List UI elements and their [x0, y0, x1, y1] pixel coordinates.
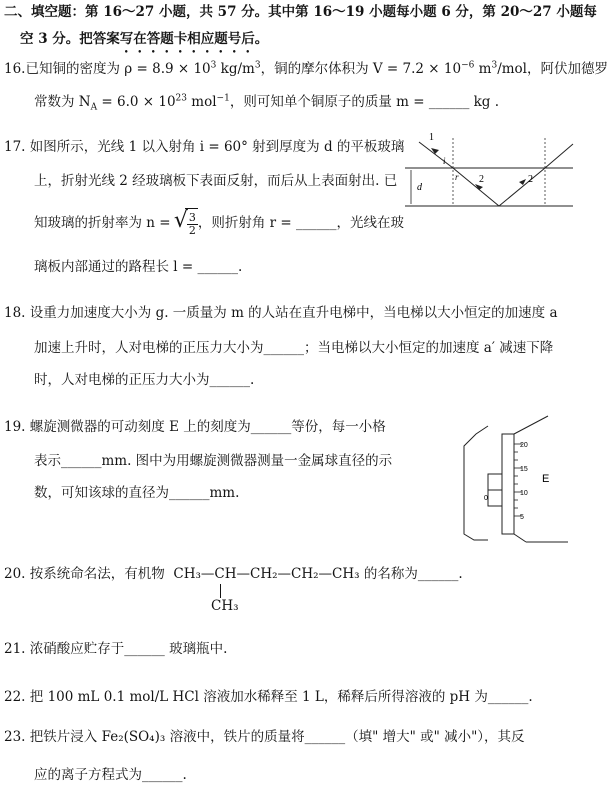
q21-text: 浓硝酸应贮存于______ 玻璃瓶中.: [29, 641, 228, 657]
q16-text: /mol，阿伏加德罗: [497, 61, 608, 77]
thimble-label-15: 15: [520, 466, 528, 473]
micrometer-thimble: [502, 434, 514, 534]
q16-sup: 23: [175, 93, 187, 104]
q18-line2: [34, 339, 553, 357]
q17-glass-plate-diagram: [405, 130, 575, 220]
q19-line3: [34, 484, 239, 502]
q17-text: ，则折射角 r = ______，光线在玻: [197, 215, 405, 231]
q19-text: 数，可知该球的直径为______mm.: [34, 485, 240, 501]
thimble-label-5: 5: [520, 514, 524, 521]
section-title: 二、填空题: [4, 4, 72, 20]
q17-numerator: √ 3: [188, 211, 196, 224]
thimble-ticks: [514, 444, 522, 516]
q23-line1: [4, 728, 525, 746]
section-intro-e: 。: [254, 31, 269, 47]
q17-fraction: [187, 212, 198, 237]
thimble-label-10: 10: [520, 490, 528, 497]
q16-text: ，则可知单个铜原子的质量 m = ______ kg .: [229, 94, 500, 110]
q18-line1: [4, 304, 558, 322]
r-label: r: [455, 172, 459, 182]
q16-sup: −1: [216, 93, 230, 104]
q19-line1: [4, 418, 386, 436]
q19-text: 螺旋测微器的可动刻度 E 上的刻度为______等份，每一小格: [29, 419, 386, 435]
q18-text: 加速上升时，人对电梯的正压力大小为______；当电梯以大小恒定的加速度 a′ 减速下降: [34, 340, 554, 356]
q16-text: kg/m: [216, 61, 255, 77]
q20-branch: [211, 597, 239, 615]
q16-number: 16.: [4, 61, 26, 77]
ray2b-label: 2: [528, 174, 533, 185]
ray1-label: 1: [429, 132, 434, 143]
q16-text: m: [474, 61, 492, 77]
q20-number: 20.: [4, 566, 26, 582]
i-label: i: [443, 156, 446, 166]
q17-denominator: 2: [188, 224, 196, 237]
q23-line2: [34, 766, 187, 784]
q22-number: 22.: [4, 689, 26, 705]
reflected-ray-up: [499, 168, 545, 206]
q17-line1: [4, 138, 404, 156]
q21-line1: [4, 640, 227, 658]
q18-number: 18.: [4, 305, 26, 321]
q17-number: 17.: [4, 139, 26, 155]
handle-bottom-a: [514, 534, 526, 542]
q17-text: 知玻璃的折射率为 n =: [34, 215, 171, 231]
sleeve-zero: 0: [484, 495, 488, 502]
q19-line2: [34, 452, 392, 470]
q16-text: ，铜的摩尔体积为 V = 7.2 × 10: [260, 61, 462, 77]
q17-text: 如图所示，光线 1 以入射角 i = 60° 射到厚度为 d 的平板玻璃: [29, 139, 405, 155]
q23-text: 把铁片浸入 Fe₂(SO₄)₃ 溶液中，铁片的质量将______（填" 增大" 或" 减小"），其反: [29, 729, 525, 745]
thimble-label-20: 20: [520, 442, 528, 449]
q16-sup: 3: [254, 60, 261, 71]
q16-text: 已知铜的密度为 ρ = 8.9 × 10: [25, 61, 211, 77]
q17-line2: [34, 172, 397, 190]
q16-text: mol: [187, 94, 217, 110]
q18-text: 时，人对电梯的正压力大小为______.: [34, 372, 255, 388]
q17-sqrt: [185, 208, 198, 239]
q19-number: 19.: [4, 419, 26, 435]
section-intro-emphasis: 写在答题卡相应题号后: [119, 31, 255, 47]
section-intro-c: 把答案: [79, 31, 120, 47]
q18-line3: [34, 371, 254, 389]
section-intro-b: 空 3 分。: [20, 31, 80, 47]
q16-sup: 3: [491, 60, 498, 71]
q16-text: = 6.0 × 10: [97, 94, 176, 110]
ray2a-label: 2: [479, 174, 484, 185]
q20-formula: CH₃—CH—CH₂—CH₂—CH₃: [173, 566, 360, 582]
q17-line3: [34, 208, 404, 239]
q19-text: 表示______mm. 图中为用螺旋测微器测量一金属球直径的示: [34, 453, 393, 469]
q16-sup: −6: [461, 60, 475, 71]
q19-micrometer-diagram: [458, 412, 586, 552]
refracted-ray-down: [453, 168, 499, 206]
d-label: d: [417, 182, 422, 193]
handle-top: [514, 416, 548, 434]
q20-text: 按系统命名法，有机物: [29, 566, 165, 582]
q16-sub: A: [90, 102, 98, 113]
q17-line4: [34, 258, 242, 276]
q16-text: 常数为 N: [34, 94, 91, 110]
q23-text: 应的离子方程式为______.: [34, 767, 187, 783]
section-header-line1: [4, 3, 597, 21]
section-intro: ：第 16～27 小题，共 57 分。其中第 16～19 小题每小题 6 分，第 20～27 小题每: [71, 4, 597, 20]
q16-line2: [34, 93, 499, 111]
q20-text: 的名称为______.: [363, 566, 463, 582]
incident-ray-arrow: [431, 148, 439, 154]
q17-text: 上，折射光线 2 经玻璃板下表面反射，而后从上表面射出. 已: [34, 173, 398, 189]
thimble-E-label: E: [542, 473, 550, 485]
q22-line1: [4, 688, 533, 706]
micrometer-frame: [464, 426, 488, 540]
q20-line1: [4, 565, 463, 583]
q21-number: 21.: [4, 641, 26, 657]
q20-branch-bond: [220, 584, 221, 598]
q16-sup: 3: [210, 60, 217, 71]
q22-text: 把 100 mL 0.1 mol/L HCl 溶液加水稀释至 1 L，稀释后所得溶液的 pH 为______.: [29, 689, 533, 705]
q16-line1: [4, 60, 608, 78]
section-header-line2: [20, 30, 268, 56]
q18-text: 设重力加速度大小为 g. 一质量为 m 的人站在直升电梯中，当电梯以大小恒定的加速度 a: [29, 305, 558, 321]
incident-ray: [419, 142, 453, 168]
q20-branch-group: CH₃: [211, 598, 239, 614]
q17-text: 璃板内部通过的路程长 l = ______.: [34, 259, 243, 275]
emergent-ray: [545, 144, 573, 168]
q23-number: 23.: [4, 729, 26, 745]
